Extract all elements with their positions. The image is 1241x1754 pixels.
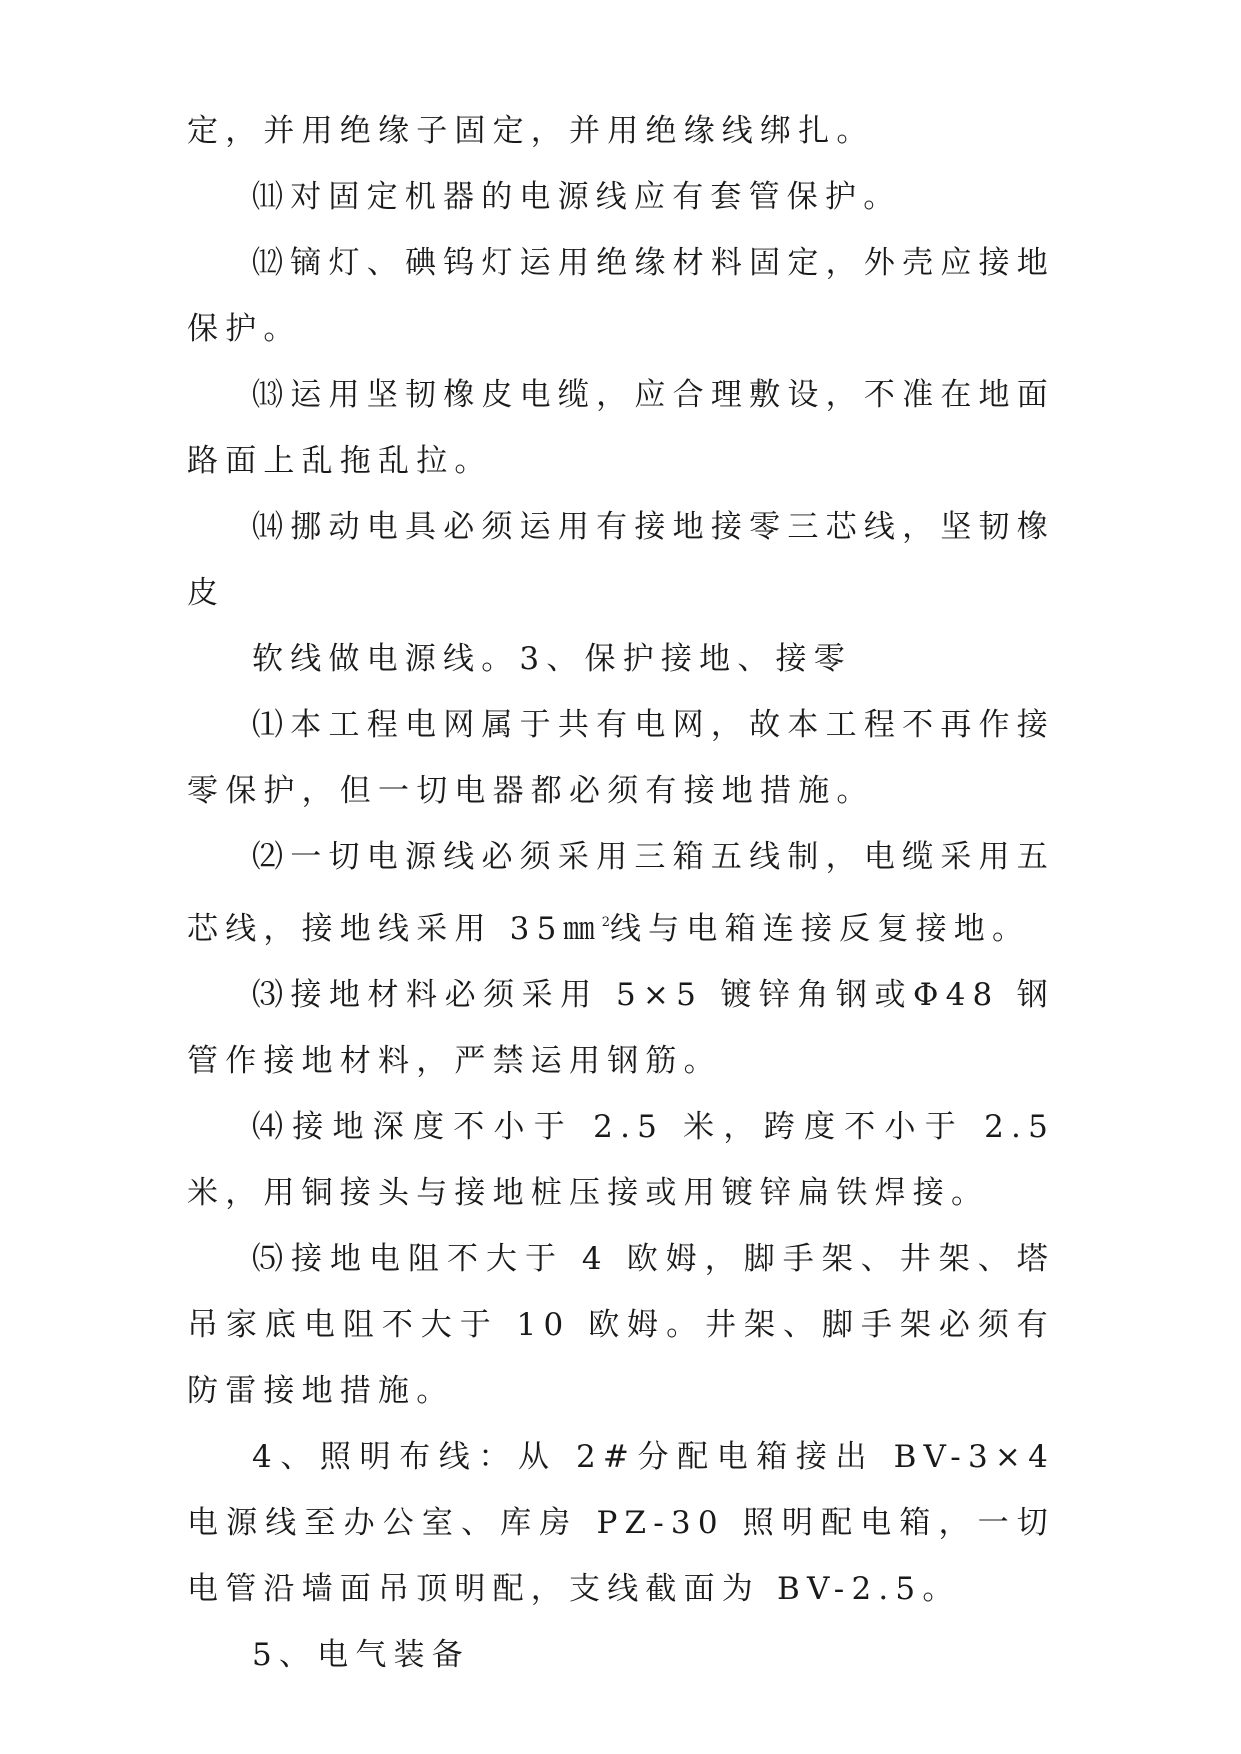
paragraph-grounding-3: ⑶接地材料必须采用 5×5 镀锌角钢或Φ48 钢管作接地材料，严禁运用钢筋。 [187, 977, 1055, 1079]
paragraph-item-14-line-1: ⒁挪动电具必须运用有接地接零三芯线，坚韧橡皮 [187, 509, 1055, 611]
superscript-2: 2 [601, 915, 610, 930]
paragraph-grounding-2-text-before: ⑵一切电源线必须采用三箱五线制，电缆采用五芯线，接地线采用 35㎜ [187, 839, 1055, 947]
paragraph-grounding-2-text-after: 线与电箱连接反复接地。 [609, 911, 1031, 947]
body-text [187, 98, 1055, 1688]
paragraph-item-11: ⑾对固定机器的电源线应有套管保护。 [252, 179, 902, 215]
paragraph-grounding-1: ⑴本工程电网属于共有电网，故本工程不再作接零保护，但一切电器都必须有接地措施。 [187, 707, 1055, 809]
paragraph-item-14-line-2: 软线做电源线。3、保护接地、接零 [252, 641, 852, 677]
paragraph-grounding-2 [187, 824, 1055, 962]
paragraph-grounding-4: ⑷接地深度不小于 2.5 米，跨度不小于 2.5 米，用铜接头与接地桩压接或用镀锌扁铁焊接。 [187, 1109, 1055, 1211]
paragraph-grounding-5: ⑸接地电阻不大于 4 欧姆，脚手架、井架、塔吊家底电阻不大于 10 欧姆。井架、脚手架必须有防雷接地措施。 [187, 1241, 1055, 1409]
paragraph-electrical-equipment: 5、电气装备 [252, 1637, 470, 1673]
paragraph-continuation: 定，并用绝缘子固定，并用绝缘线绑扎。 [187, 113, 875, 149]
paragraph-item-12: ⑿镝灯、碘钨灯运用绝缘材料固定，外壳应接地保护。 [187, 245, 1055, 347]
paragraph-item-14 [187, 494, 1055, 692]
paragraph-item-13: ⒀运用坚韧橡皮电缆，应合理敷设，不准在地面路面上乱拖乱拉。 [187, 377, 1055, 479]
paragraph-lighting-wiring: 4、照明布线：从 2#分配电箱接出 BV-3×4 电源线至办公室、库房 PZ-30 照明配电箱，一切电管沿墙面吊顶明配，支线截面为 BV-2.5。 [187, 1439, 1055, 1607]
